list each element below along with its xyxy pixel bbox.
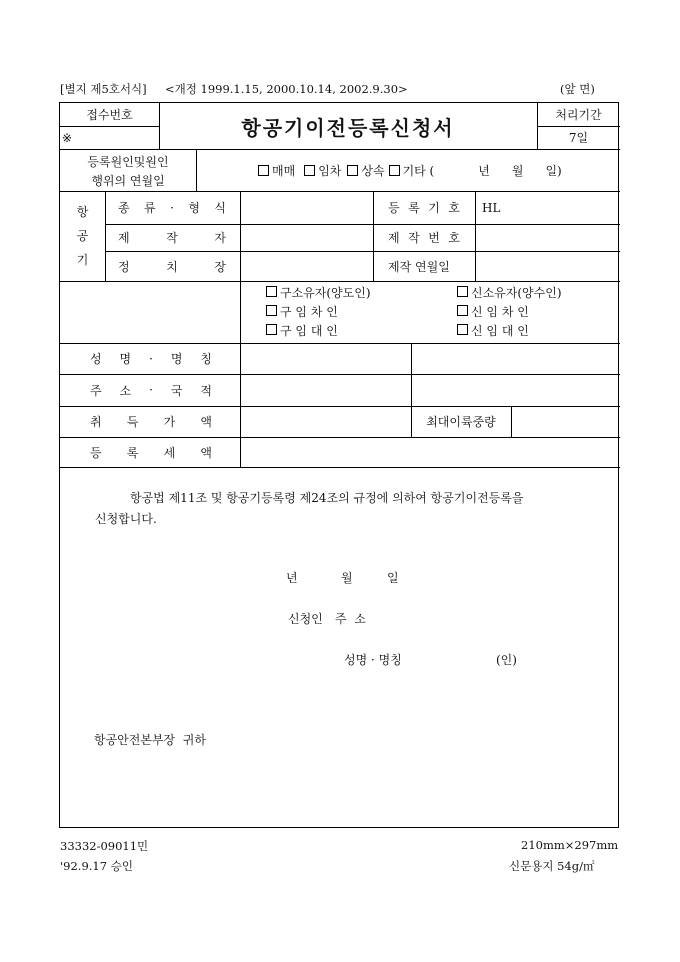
serial-number-value[interactable] bbox=[475, 224, 620, 251]
name-label: 성 명 · 명 칭 bbox=[90, 351, 212, 366]
applicant-label: 신청인 bbox=[288, 612, 323, 626]
cause-option-other[interactable]: 기타 ( bbox=[389, 162, 435, 179]
new-party-address-value[interactable] bbox=[411, 374, 620, 406]
registration-tax-label: 등 록 세 액 bbox=[90, 445, 212, 460]
address-nationality-label: 주 소 · 국 적 bbox=[90, 383, 212, 398]
manufacturer-label: 제 작 자 bbox=[118, 231, 226, 245]
acquisition-price-value[interactable] bbox=[240, 406, 411, 437]
manufacture-date-value[interactable] bbox=[475, 251, 620, 281]
old-party-name-value[interactable] bbox=[240, 343, 411, 374]
manufacture-date-label: 제작 연월일 bbox=[388, 259, 450, 274]
cause-date-month: 월 bbox=[511, 163, 524, 178]
aircraft-side-label-1: 항 bbox=[76, 204, 89, 219]
new-lessor-checkbox[interactable]: 신 임 대 인 bbox=[457, 321, 607, 340]
receipt-number-label: 접수번호 bbox=[86, 108, 133, 122]
application-year: 년 bbox=[286, 571, 298, 585]
cause-label-line1: 등록원인및원인 bbox=[87, 154, 169, 169]
registration-tax-value[interactable] bbox=[240, 437, 620, 467]
statement-line-1: 항공법 제11조 및 항공기등록령 제24조의 규정에 의하여 항공기이전등록을 bbox=[130, 491, 524, 505]
form-title: 항공기이전등록신청서 bbox=[241, 115, 455, 140]
cause-options bbox=[258, 149, 618, 191]
seal-mark: (인) bbox=[496, 653, 517, 667]
registration-mark-value[interactable]: HL bbox=[482, 200, 501, 215]
cause-option-inheritance[interactable]: 상속 bbox=[347, 162, 384, 179]
manufacturer-value[interactable] bbox=[240, 224, 373, 251]
cause-option-lease[interactable]: 임차 bbox=[304, 162, 341, 179]
paper-size: 210mm×297mm bbox=[521, 838, 619, 852]
application-day: 일 bbox=[387, 571, 399, 585]
applicant-name-label: 성명 · 명칭 bbox=[344, 653, 402, 667]
new-party-name-value[interactable] bbox=[411, 343, 620, 374]
new-lessee-checkbox[interactable]: 신 임 차 인 bbox=[457, 302, 607, 321]
old-lessor-checkbox[interactable]: 구 임 대 인 bbox=[266, 321, 406, 340]
approval-date: '92.9.17 승인 bbox=[60, 859, 133, 873]
cause-date-year: 년 bbox=[478, 163, 490, 178]
addressee: 항공안전본부장 귀하 bbox=[94, 733, 206, 747]
paper-type: 신문용지 54g/㎡ bbox=[509, 859, 595, 873]
type-model-label: 종 류 · 형 식 bbox=[118, 200, 226, 215]
old-lessee-checkbox[interactable]: 구 임 차 인 bbox=[266, 302, 406, 321]
aircraft-side-label-2: 공 bbox=[76, 228, 89, 243]
cause-option-sale[interactable]: 매매 bbox=[258, 162, 295, 179]
aircraft-side-label-3: 기 bbox=[76, 252, 89, 267]
acquisition-price-label: 취 득 가 액 bbox=[90, 415, 212, 429]
application-month: 월 bbox=[341, 571, 353, 585]
registration-mark-label: 등 록 기 호 bbox=[388, 201, 460, 215]
type-model-value[interactable] bbox=[240, 191, 373, 224]
revision-note: <개정 1999.1.15, 2000.10.14, 2002.9.30> bbox=[165, 82, 408, 96]
page-side: (앞 면) bbox=[560, 82, 595, 96]
form-code: 33332-09011민 bbox=[60, 839, 149, 853]
application-form bbox=[59, 102, 619, 828]
max-takeoff-weight-label: 최대이륙중량 bbox=[426, 415, 496, 429]
serial-number-label: 제 작 번 호 bbox=[388, 231, 460, 245]
cause-date-day: 일) bbox=[545, 163, 562, 178]
receipt-mark: ※ bbox=[62, 130, 73, 145]
form-number: [별지 제5호서식] bbox=[60, 82, 147, 96]
base-location-label: 정 치 장 bbox=[118, 259, 226, 274]
statement-line-2: 신청합니다. bbox=[95, 512, 157, 526]
applicant-address-label: 주 소 bbox=[335, 612, 366, 626]
old-owner-checkbox[interactable]: 구소유자(양도인) bbox=[266, 283, 406, 302]
max-takeoff-weight-value[interactable] bbox=[511, 406, 620, 437]
base-location-value[interactable] bbox=[240, 251, 373, 281]
processing-period-label: 처리기간 bbox=[555, 108, 602, 122]
processing-period-value: 7일 bbox=[568, 131, 589, 145]
new-owner-checkbox[interactable]: 신소유자(양수인) bbox=[457, 283, 607, 302]
old-party-address-value[interactable] bbox=[240, 374, 411, 406]
cause-label-line2: 행위의 연월일 bbox=[91, 173, 165, 188]
